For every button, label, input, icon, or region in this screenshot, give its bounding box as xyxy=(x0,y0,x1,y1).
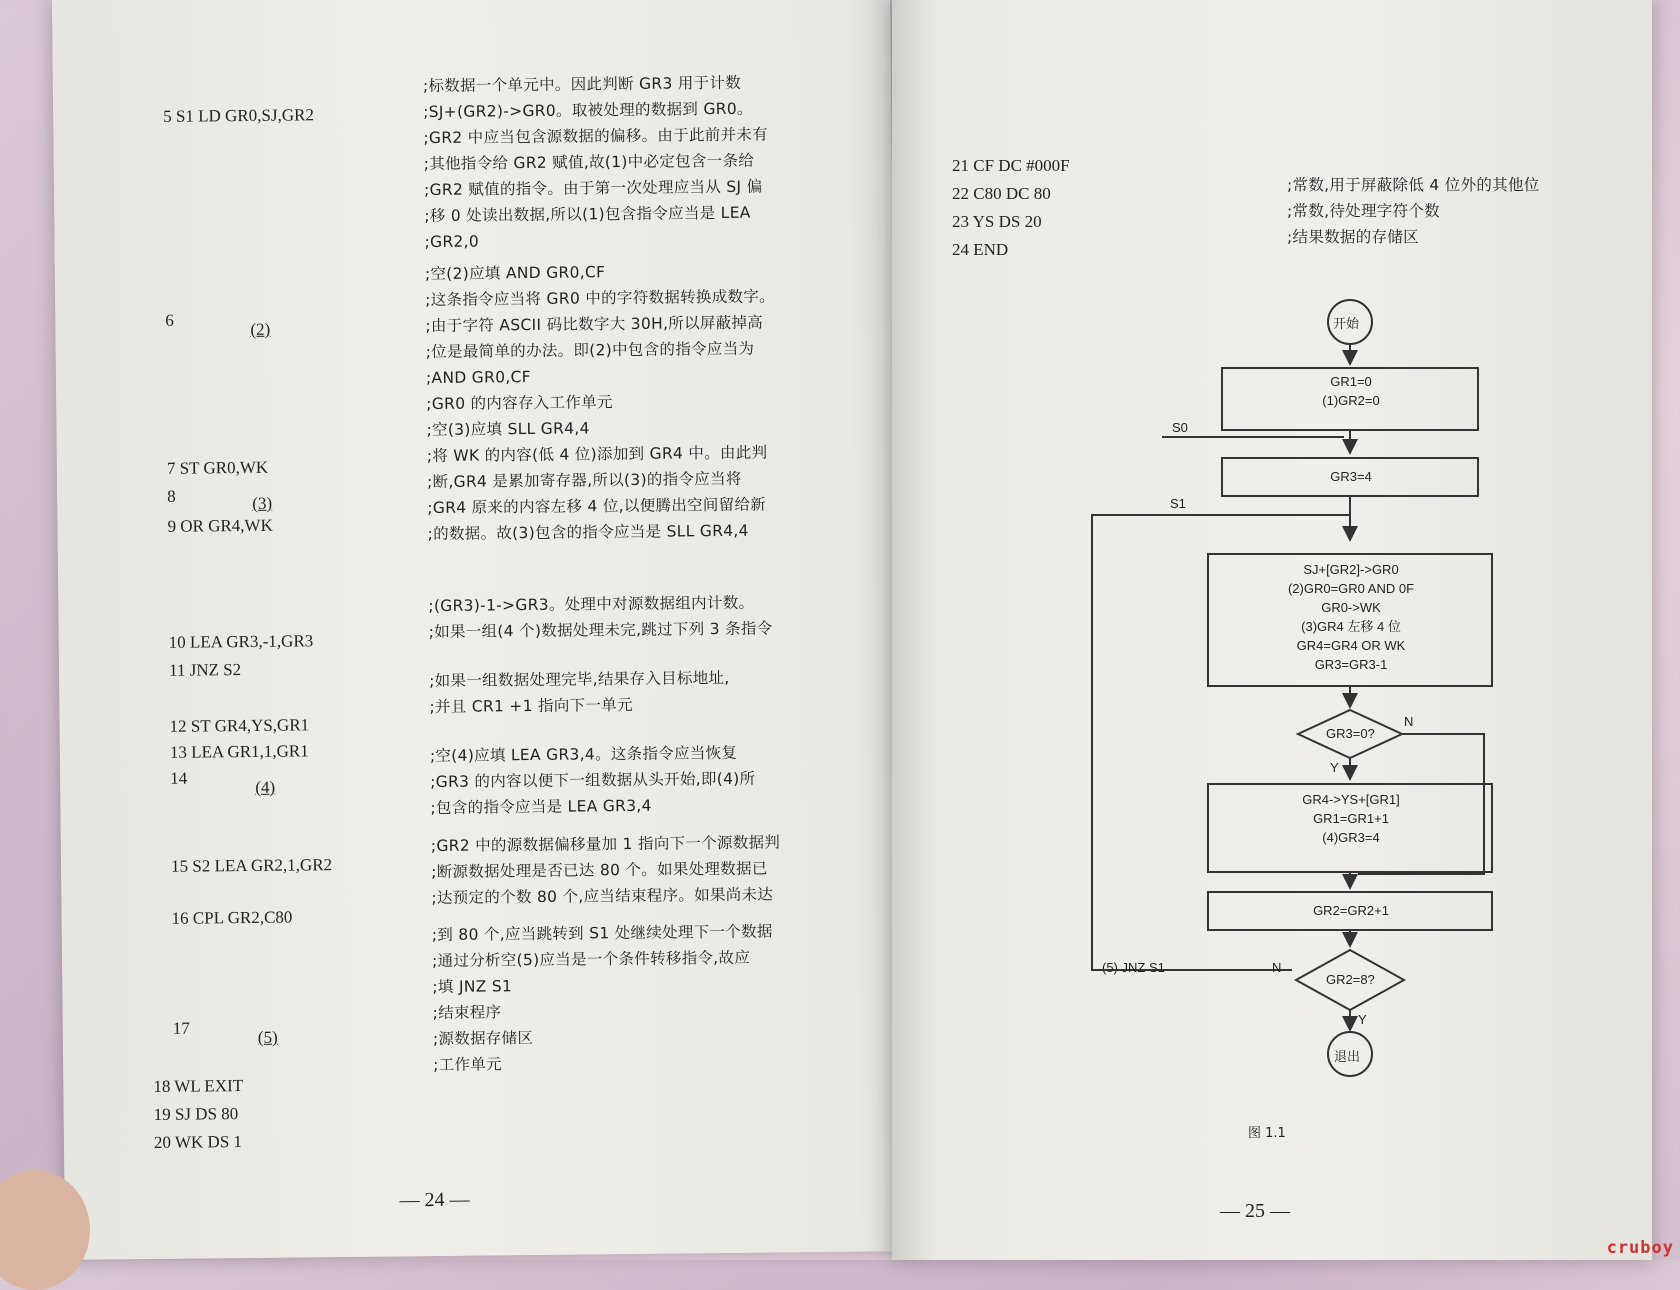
code-line: 17 xyxy=(172,1018,190,1038)
gr2-label: GR2=GR2+1 xyxy=(1313,903,1389,918)
code-line: 18 WL EXIT xyxy=(153,1076,244,1096)
loop-label: (5) JNZ S1 xyxy=(1102,960,1165,975)
code-line: 6 xyxy=(165,310,174,330)
output-line: (4)GR3=4 xyxy=(1322,830,1380,845)
comment-line: ;结果数据的存储区 xyxy=(1287,228,1419,246)
code-line: 21 CF DC #000F xyxy=(952,156,1070,175)
code-line: 19 SJ DS 80 xyxy=(153,1104,239,1124)
d1-yes-label: Y xyxy=(1330,760,1339,775)
comment-line: ;填 JNZ S1 xyxy=(432,977,513,997)
comment-line: ;如果一组数据处理完毕,结果存入目标地址, xyxy=(429,668,730,691)
blank-3: (3) xyxy=(252,493,273,513)
comment-line: ;并且 CR1 +1 指向下一单元 xyxy=(429,695,633,717)
page-number: — 25 — xyxy=(1220,1200,1290,1222)
comment-line: ;其他指令给 GR2 赋值,故(1)中必定包含一条给 xyxy=(423,151,755,174)
comment-line: ;GR0 的内容存入工作单元 xyxy=(426,393,613,414)
comment-line: ;到 80 个,应当跳转到 S1 处继续处理下一个数据 xyxy=(431,922,773,945)
code-line: 9 OR GR4,WK xyxy=(167,515,273,536)
d2-no-label: N xyxy=(1272,960,1282,975)
code-line: 13 LEA GR1,1,GR1 xyxy=(169,741,309,762)
code-line: 12 ST GR4,YS,GR1 xyxy=(169,715,310,736)
process-line: GR3=GR3-1 xyxy=(1314,657,1388,672)
comment-line: ;达预定的个数 80 个,应当结束程序。如果尚未达 xyxy=(431,884,774,907)
d2-yes-label: Y xyxy=(1358,1012,1367,1027)
code-line: 10 LEA GR3,-1,GR3 xyxy=(168,631,314,652)
s0-label: S0 xyxy=(1172,420,1188,435)
code-line: 22 C80 DC 80 xyxy=(952,184,1051,203)
comment-line: ;标数据一个单元中。因此判断 GR3 用于计数 xyxy=(422,73,742,96)
output-line: GR1=GR1+1 xyxy=(1313,811,1389,826)
comment-line: ;如果一组(4 个)数据处理未完,跳过下列 3 条指令 xyxy=(428,619,773,642)
comment-line: ;GR3 的内容以便下一组数据从头开始,即(4)所 xyxy=(430,769,756,792)
process-line: (2)GR0=GR0 AND 0F xyxy=(1287,581,1415,596)
comment-line: ;由于字符 ASCII 码比数字大 30H,所以屏蔽掉高 xyxy=(425,313,764,336)
comment-line: ;GR4 原来的内容左移 4 位,以便腾出空间留给新 xyxy=(427,495,767,518)
gr3-label: GR3=4 xyxy=(1330,469,1372,484)
comment-line: ;GR2 中的源数据偏移量加 1 指向下一个源数据判 xyxy=(430,832,781,855)
comment-line: ;包含的指令应当是 LEA GR3,4 xyxy=(430,796,652,818)
comment-line: ;这条指令应当将 GR0 中的字符数据转换成数字。 xyxy=(425,287,775,310)
page-number: — 24 — xyxy=(399,1188,470,1212)
comment-line: ;空(3)应填 SLL GR4,4 xyxy=(426,419,590,440)
process-line: (3)GR4 左移 4 位 xyxy=(1301,619,1401,634)
code-line: 24 END xyxy=(952,240,1009,259)
comment-line: ;结束程序 xyxy=(432,1003,502,1023)
code-line: 15 S2 LEA GR2,1,GR2 xyxy=(170,855,333,876)
code-line: 7 ST GR0,WK xyxy=(166,457,269,478)
s1-label: S1 xyxy=(1170,496,1186,511)
code-line: 20 WK DS 1 xyxy=(153,1132,243,1152)
init-line: (1)GR2=0 xyxy=(1322,393,1380,408)
right-page xyxy=(892,0,1652,1260)
comment-line: ;(GR3)-1->GR3。处理中对源数据组内计数。 xyxy=(428,593,755,616)
blank-2: (2) xyxy=(250,319,271,339)
comment-line: ;源数据存储区 xyxy=(432,1029,534,1049)
code-line: 23 YS DS 20 xyxy=(952,212,1042,231)
comment-line: ;通过分析空(5)应当是一个条件转移指令,故应 xyxy=(431,948,751,971)
comment-line: ;GR2 赋值的指令。由于第一次处理应当从 SJ 偏 xyxy=(423,177,763,200)
comment-line: ;GR2 中应当包含源数据的偏移。由于此前并未有 xyxy=(423,125,769,148)
code-line: 11 JNZ S2 xyxy=(168,660,242,680)
comment-line: ;空(4)应填 LEA GR3,4。这条指令应当恢复 xyxy=(429,743,738,766)
code-line: 14 xyxy=(170,768,188,788)
init-line: GR1=0 xyxy=(1330,374,1372,389)
start-label: 开始 xyxy=(1333,317,1360,332)
output-line: GR4->YS+[GR1] xyxy=(1302,792,1400,807)
comment-line: ;SJ+(GR2)->GR0。取被处理的数据到 GR0。 xyxy=(423,99,753,122)
comment-line: ;断源数据处理是否已达 80 个。如果处理数据已 xyxy=(431,859,768,881)
decision-gr2-label: GR2=8? xyxy=(1326,972,1375,987)
process-line: GR4=GR4 OR WK xyxy=(1296,638,1406,653)
comment-line: ;工作单元 xyxy=(433,1055,502,1075)
code-line: 5 S1 LD GR0,SJ,GR2 xyxy=(163,105,314,126)
blank-4: (4) xyxy=(255,777,276,797)
comment-line: ;将 WK 的内容(低 4 位)添加到 GR4 中。由此判 xyxy=(426,443,768,466)
code-line: 16 CPL GR2,C80 xyxy=(171,907,293,928)
comment-line: ;移 0 处读出数据,所以(1)包含指令应当是 LEA xyxy=(424,203,751,226)
comment-line: ;空(2)应填 AND GR0,CF xyxy=(424,263,606,284)
comment-line: ;的数据。故(3)包含的指令应当是 SLL GR4,4 xyxy=(427,521,749,544)
comment-line: ;AND GR0,CF xyxy=(425,368,531,388)
comment-line: ;位是最简单的办法。即(2)中包含的指令应当为 xyxy=(425,339,755,362)
code-line: 8 xyxy=(167,486,176,506)
watermark: cruboy xyxy=(1606,1238,1674,1258)
d1-no-label: N xyxy=(1404,714,1414,729)
comment-line: ;GR2,0 xyxy=(424,232,480,252)
left-page xyxy=(52,0,903,1260)
comment-line: ;常数,用于屏蔽除低 4 位外的其他位 xyxy=(1287,176,1540,194)
comment-line: ;断,GR4 是累加寄存器,所以(3)的指令应当将 xyxy=(426,469,742,492)
figure-caption: 图 1.1 xyxy=(1248,1126,1286,1141)
comment-line: ;常数,待处理字符个数 xyxy=(1287,202,1440,220)
process-line: SJ+[GR2]->GR0 xyxy=(1303,562,1399,577)
decision-gr3-label: GR3=0? xyxy=(1326,726,1375,741)
process-line: GR0->WK xyxy=(1321,600,1381,615)
blank-5: (5) xyxy=(257,1027,278,1047)
end-label: 退出 xyxy=(1334,1050,1361,1065)
